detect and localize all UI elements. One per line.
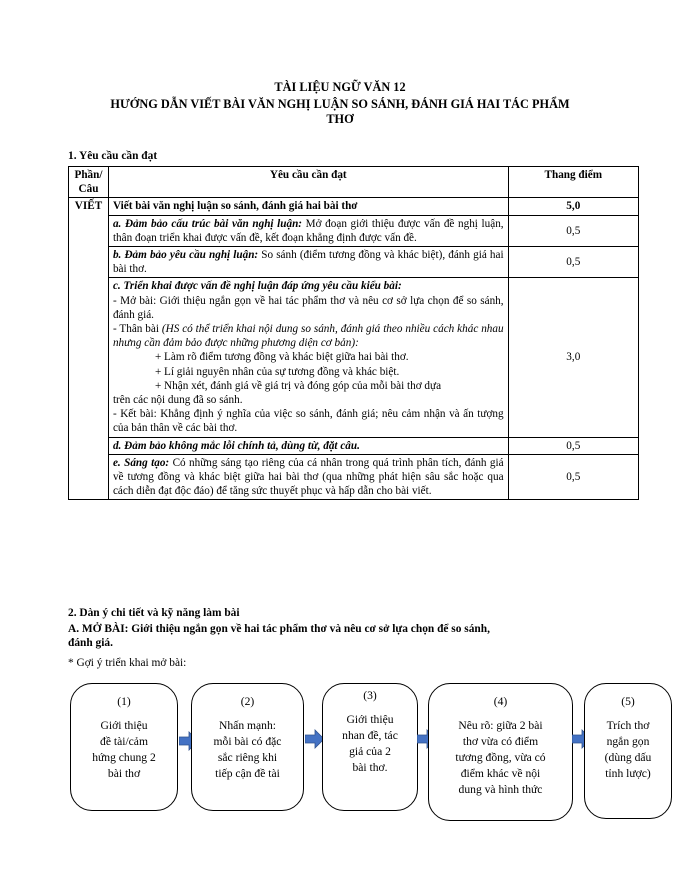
flow-box-5-line: ngắn gọn — [606, 735, 650, 748]
flow-box-5-line: (dùng dấu — [604, 751, 652, 764]
flow-box-5-num: (5) — [621, 695, 635, 708]
flow-box-1-line: hứng chung 2 — [92, 751, 156, 764]
score-e: 0,5 — [508, 454, 638, 500]
flow-box-4-line: dung và hình thức — [458, 783, 543, 796]
score-b: 0,5 — [508, 247, 638, 278]
requirement-c-close: - Kết bài: Khẳng định ý nghĩa của việc so sánh, đánh giá; nêu cảm nhận và ấn tượng của bản thân về các bài thơ. — [112, 408, 504, 435]
table-row — [69, 454, 639, 500]
flow-box-1-line: đề tài/cảm — [100, 735, 148, 748]
flow-box-3-line: nhan đề, tác — [342, 729, 398, 742]
flow-box-2-line: tiếp cận đề tài — [215, 767, 280, 780]
table-row — [69, 215, 639, 246]
intro-hint: * Gợi ý triển khai mở bài: — [68, 657, 187, 669]
requirement-a-label: a. Đảm bảo cấu trúc bài văn nghị luận: — [112, 217, 303, 230]
part-cell: VIẾT — [69, 198, 109, 500]
requirement-a — [108, 215, 508, 246]
score-a: 0,5 — [508, 215, 638, 246]
requirement-c-sub1: + Làm rõ điểm tương đồng và khác biệt giữa hai bài thơ. — [154, 351, 409, 364]
section2-subheading — [68, 622, 628, 650]
requirement-c — [108, 278, 508, 437]
section1-heading: 1. Yêu cầu cần đạt — [68, 150, 158, 162]
doc-subtitle-line1: HƯỚNG DẪN VIẾT BÀI VĂN NGHỊ LUẬN SO SÁNH, ĐÁNH GIÁ HAI TÁC PHẨM — [110, 97, 570, 111]
main-score: 5,0 — [508, 198, 638, 215]
requirement-c-label: c. Triển khai được vấn đề nghị luận đáp ứng yêu cầu kiểu bài: — [112, 280, 402, 293]
flow-box-4 — [428, 683, 573, 821]
score-c: 3,0 — [508, 278, 638, 437]
flow-box-2-num: (2) — [240, 695, 255, 708]
requirement-c-sub2: + Lí giải nguyên nhân của sự tương đồng và khác biệt. — [154, 365, 400, 378]
requirement-c-body-note: (HS có thể triển khai nội dung so sánh, đánh giá theo nhiều cách khác nhau nhưng cần đảm bảo được những phương diện cơ bản): — [112, 323, 504, 350]
flow-box-5 — [584, 683, 672, 819]
section2-subheading-line2: đánh giá. — [68, 637, 113, 649]
flow-box-2-line: sắc riêng khi — [217, 751, 278, 764]
requirement-d: d. Đảm bảo không mắc lỗi chính tả, dùng từ, đặt câu. — [108, 437, 508, 454]
header-part — [69, 167, 109, 198]
doc-title: TÀI LIỆU NGỮ VĂN 12 — [274, 80, 406, 94]
flow-box-2-line: Nhấn mạnh: — [219, 719, 276, 732]
flow-box-1 — [70, 683, 178, 811]
requirement-e — [108, 454, 508, 500]
table-row — [69, 198, 639, 215]
header-part-line2: Câu — [78, 183, 99, 196]
table-header-row — [69, 167, 639, 198]
flow-box-3 — [322, 683, 418, 811]
header-requirement: Yêu cầu cần đạt — [108, 167, 508, 198]
score-d: 0,5 — [508, 437, 638, 454]
requirement-c-open: - Mở bài: Giới thiệu ngắn gọn về hai tác phẩm thơ và nêu cơ sở lựa chọn để so sánh, đánh giá. — [112, 294, 504, 321]
flow-box-5-line: tỉnh lược) — [605, 767, 651, 780]
requirements-table — [68, 166, 639, 500]
flow-box-2-line: mỗi bài có đặc — [213, 735, 282, 748]
requirement-c-body-prefix: - Thân bài — [112, 323, 162, 336]
flow-box-1-num: (1) — [117, 695, 131, 708]
flow-box-4-line: tương đồng, vừa có — [455, 751, 546, 764]
flow-box-3-line: bài thơ. — [352, 761, 388, 774]
requirement-e-text: Có những sáng tạo riêng của cá nhân trong quá trình phân tích, đánh giá về tương đồng và khác biệt giữa hai bài thơ (qua những phát hiện sâu sắc hoặc qua cách diễn đạt độc đáo) để tăng sức thuyết phục và hấp dẫn cho bài viết. — [112, 456, 504, 498]
doc-subtitle-line2: THƠ — [326, 112, 354, 126]
requirement-a-text: Mở đoạn giới thiệu được vấn đề nghị luận, thân đoạn triển khai được vấn đề, kết đoạn khẳng định được vấn đề. — [112, 217, 504, 244]
flow-box-4-line: Nêu rõ: giữa 2 bài — [458, 719, 543, 732]
flow-box-3-line: giả của 2 — [349, 745, 391, 758]
flow-box-4-line: thơ vừa có điểm — [462, 735, 539, 748]
requirement-c-sub3b: trên các nội dung đã so sánh. — [112, 394, 243, 407]
requirement-b-text: So sánh (điểm tương đồng và khác biệt), đánh giá hai bài thơ. — [112, 249, 504, 276]
flow-box-2 — [191, 683, 304, 811]
requirement-b — [108, 247, 508, 278]
table-row — [69, 278, 639, 437]
section2-heading: 2. Dàn ý chi tiết và kỹ năng làm bài — [68, 607, 240, 619]
flow-box-4-line: điểm khác về nội — [460, 767, 541, 780]
header-part-line1: Phần/ — [74, 169, 103, 181]
flow-box-3-num: (3) — [363, 689, 377, 702]
flow-box-3-line: Giới thiệu — [346, 713, 394, 726]
doc-subtitle — [60, 97, 620, 127]
table-row — [69, 247, 639, 278]
requirement-e-label: e. Sáng tạo: — [112, 456, 170, 469]
flow-box-1-line: bài thơ — [107, 767, 141, 780]
main-requirement: Viết bài văn nghị luận so sánh, đánh giá hai bài thơ — [108, 198, 508, 215]
table-row — [69, 437, 639, 454]
requirement-b-label: b. Đảm bảo yêu cầu nghị luận: — [112, 249, 259, 262]
flow-box-4-num: (4) — [493, 695, 508, 708]
flow-box-5-line: Trích thơ — [606, 719, 650, 732]
requirement-c-sub3a: + Nhận xét, đánh giá về giá trị và đóng góp của mỗi bài thơ dựa — [154, 379, 442, 392]
flow-box-1-line: Giới thiệu — [100, 719, 148, 732]
header-score: Thang điểm — [508, 167, 638, 198]
section2-subheading-line1: A. MỞ BÀI: Giới thiệu ngắn gọn về hai tác phẩm thơ và nêu cơ sở lựa chọn để so sánh, — [68, 623, 490, 635]
